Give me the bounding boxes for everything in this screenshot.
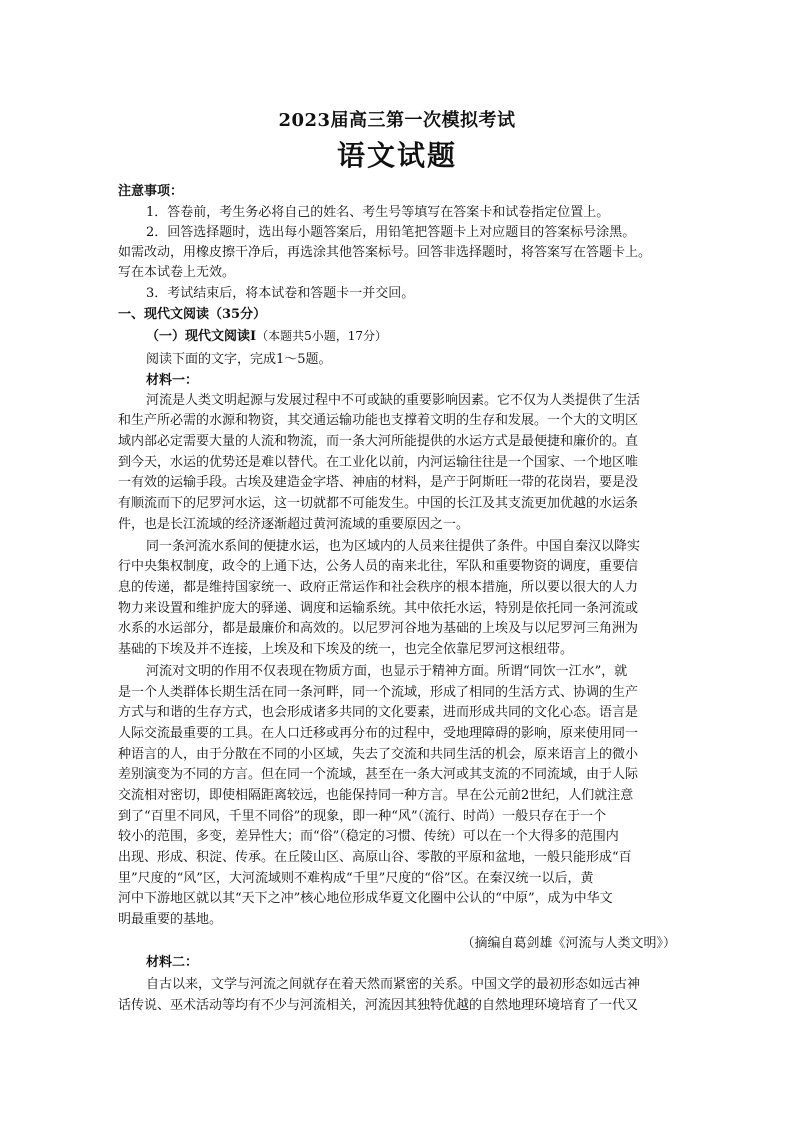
body-line: 是一个人类群体长期生活在同一条河畔，同一个流域，形成了相同的生活方式、协调的生产 [118,685,639,700]
note-line: 写在本试卷上无效。 [118,265,236,280]
body-line: 方式与和谐的生存方式，也会形成诸多共同的文化要素，进而形成共同的文化心态。语言是 [118,705,639,720]
body-line: 自古以来，文学与河流之间就存在着天然而紧密的关系。中国文学的最初形态如远古神 [146,977,641,992]
exam-title: 2023届高三第一次模拟考试 [278,110,516,131]
body-line: 到了“百里不同风，千里不同俗”的现象，即一种“风”（流行、时尚）一般只存在于一个 [118,809,607,824]
body-line: 较小的范围，多变，差异性大；而“俗”（稳定的习惯、传统）可以在一个大得多的范围内 [118,829,619,844]
subsection-note: （本题共5小题，17分） [256,329,387,343]
body-line: 和生产所必需的水源和物资，其交通运输功能也支撑着文明的生存和发展。一个大的文明区 [118,413,639,428]
body-line: 有顺流而下的尼罗河水运，这一切就都不可能发生。中国的长江及其支流更加优越的水运条 [118,496,639,511]
body-line: 同一条河流水系间的便捷水运，也为区域内的人员来往提供了条件。中国自秦汉以降实 [146,539,641,554]
material1-source: （摘编自葛剑雄《河流与人类文明》） [461,936,676,951]
body-line: 话传说、巫术活动等均有不少与河流相关，河流因其独特优越的自然地理环境培育了一代又 [118,998,639,1013]
body-line: 物力来设置和维护庞大的驿递、调度和运输系统。其中依托水运，特别是依托同一条河流或 [118,601,639,616]
body-line: 差别演变为不同的方言。但在同一个流域，甚至在一条大河或其支流的不同流域，由于人际 [118,767,639,782]
note-line: 1．答卷前，考生务必将自己的姓名、考生号等填写在答案卡和试卷指定位置上。 [146,205,610,220]
body-line: 河流是人类文明起源与发展过程中不可或缺的重要影响因素。它不仅为人类提供了生活 [146,393,641,408]
body-line: 人际交流最重要的工具。在人口迁移或再分布的过程中，受地理障碍的影响，原来使用同一 [118,726,639,741]
body-line: 明最重要的基地。 [118,912,223,927]
subsection-heading: （一）现代文阅读Ⅰ [146,329,257,344]
body-line: 一有效的运输手段。古埃及建造金字塔、神庙的材料，是产于阿斯旺一带的花岗岩，要是没 [118,475,639,490]
body-line: 交流相对密切，即使相隔距离较远，也能保持同一种方言。早在公元前2世纪，人们就注意 [118,788,634,803]
body-line: 行中央集权制度，政令的上通下达，公务人员的南来北往，军队和重要物资的调度，重要信 [118,559,639,574]
material1-label: 材料一： [146,373,199,388]
instruction-text: 阅读下面的文字，完成1～5题。 [146,352,332,367]
body-line: 河中下游地区就以其“天下之冲”核心地位形成华夏文化圈中公认的“中原”，成为中华文 [118,891,613,906]
body-line: 里”尺度的“风”区，大河流域则不难构成“千里”尺度的“俗”区。在秦汉统一以后，黄 [118,871,594,886]
material2-label: 材料二： [146,955,199,970]
body-line: 出现、形成、积淀、传承。在丘陵山区、高原山谷、零散的平原和盆地，一般只能形成“百 [118,850,632,865]
body-line: 水系的水运部分，都是最廉价和高效的。以尼罗河谷地为基础的上埃及与以尼罗河三角洲为 [118,621,639,636]
body-line: 到今天，水运的优势还是难以替代。在工业化以前，内河运输往往是一个国家、一个地区唯 [118,455,639,470]
note-line: 2．回答选择题时，选出每小题答案后，用铅笔把答题卡上对应题目的答案标号涂黑。 [146,225,636,240]
notes-heading: 注意事项： [118,184,184,199]
note-line: 3．考试结束后，将本试卷和答题卡一并交回。 [146,286,415,301]
subject-title: 语文试题 [336,139,457,172]
note-line: 如需改动，用橡皮擦干净后，再选涂其他答案标号。回答非选择题时，将答案写在答题卡上。 [118,245,652,260]
body-line: 件，也是长江流域的经济逐渐超过黄河流域的重要原因之一。 [118,517,470,532]
body-line: 种语言的人，由于分散在不同的小区域，失去了交流和共同生活的机会，原来语言上的微小 [118,747,639,762]
body-line: 基础的下埃及并不连接，上埃及和下埃及的统一，也完全依靠尼罗河这根纽带。 [118,642,574,657]
section-heading: 一、现代文阅读（35分） [118,307,267,322]
body-line: 息的传递，都是维持国家统一、政府正常运作和社会秩序的根本措施，所以要以很大的人力 [118,580,639,595]
body-line: 河流对文明的作用不仅表现在物质方面，也显示于精神方面。所谓“同饮一江水”，就 [146,664,628,679]
body-line: 域内部必定需要大量的人流和物流，而一条大河所能提供的水运方式是最便捷和廉价的。直 [118,434,639,449]
